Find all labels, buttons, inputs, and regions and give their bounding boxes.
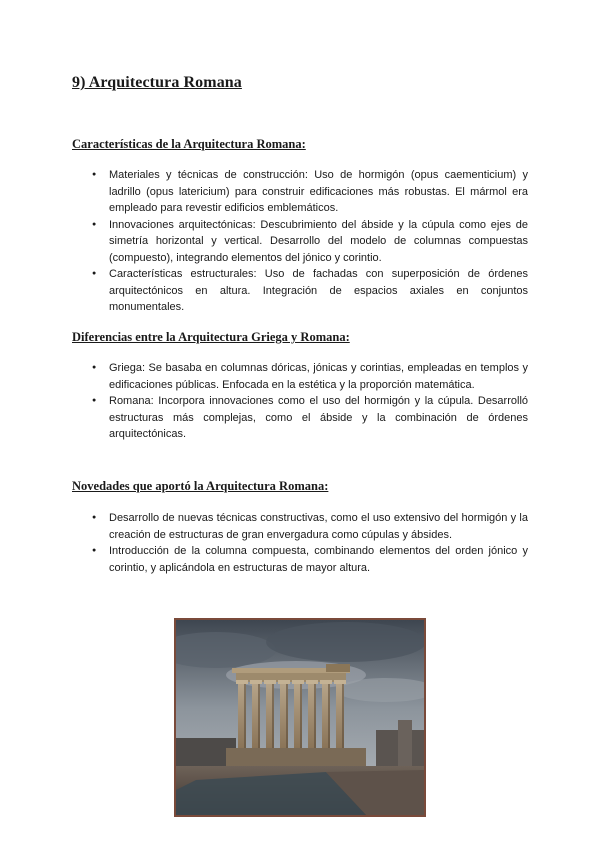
list-item: ● Características estructurales: Uso de fachadas con superposición de órdenes arquitectónicos en altura. Integración de espacios axiales en conjuntos monumentales. [92, 266, 528, 316]
roman-temple-illustration [176, 620, 424, 815]
section-heading-caracteristicas: Características de la Arquitectura Romana: [72, 137, 306, 151]
list-item: ● Innovaciones arquitectónicas: Descubrimiento del ábside y la cúpula como ejes de simetría horizontal y vertical. Desarrollo del modelo de columnas compuestas (compuesto), integrando elementos del jónico y corintio. [92, 217, 528, 267]
list-novedades [92, 510, 528, 576]
list-item: ● Introducción de la columna compuesta, combinando elementos del orden jónico y corintio, y aplicándola en estructuras de mayor altura. [92, 543, 528, 576]
section-heading-novedades: Novedades que aportó la Arquitectura Romana: [72, 479, 329, 493]
page-title: 9) Arquitectura Romana [72, 74, 242, 91]
list-item: ● Romana: Incorpora innovaciones como el uso del hormigón y la cúpula. Desarrolló estructuras más complejas, como el ábside y la combinación de órdenes arquitectónicas. [92, 393, 528, 443]
section-heading-diferencias: Diferencias entre la Arquitectura Griega y Romana: [72, 330, 350, 344]
list-caracteristicas [92, 167, 528, 316]
list-diferencias [92, 360, 528, 443]
list-item: ● Griega: Se basaba en columnas dóricas, jónicas y corintias, empleadas en templos y edificaciones públicas. Enfocada en la estética y la proporción matemática. [92, 360, 528, 393]
list-item: ● Desarrollo de nuevas técnicas constructivas, como el uso extensivo del hormigón y la creación de estructuras de gran envergadura como cúpulas y ábsides. [92, 510, 528, 543]
roman-temple-photo [174, 618, 426, 817]
list-item: ● Materiales y técnicas de construcción: Uso de hormigón (opus caementicium) y ladrillo (opus latericium) para construir edificaciones más robustas. El mármol era empleado para revestir edificios emblemáticos. [92, 167, 528, 217]
